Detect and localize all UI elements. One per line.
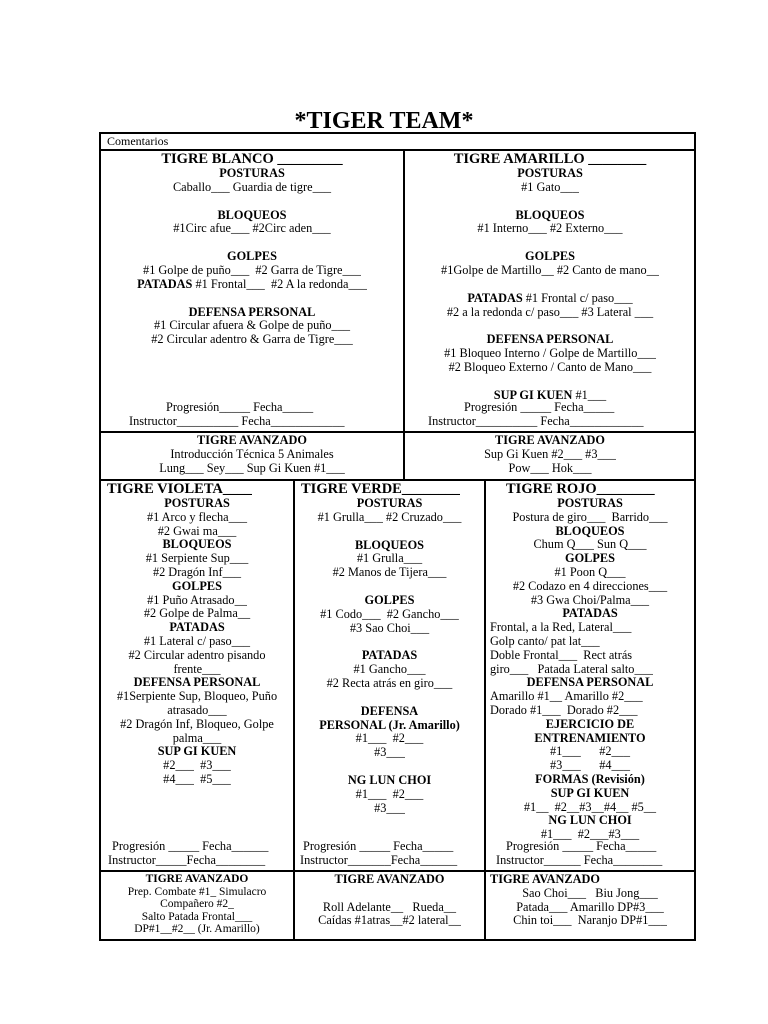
checklist-line: #2 Circular adentro & Garra de Tigre___ [151, 332, 353, 347]
spacer [295, 635, 484, 649]
checklist-line: atrasado___ [167, 702, 227, 717]
checklist-line: Caballo___ Guardia de tigre___ [172, 179, 332, 194]
checklist-line: PATADAS #1 Frontal___ #2 A la redonda___ [137, 276, 367, 291]
subsection-heading: PATADAS [361, 648, 418, 663]
progresion-line: Progresión _____ Fecha_____ [303, 839, 454, 853]
checklist-line: #2 Dragón Inf, Bloqueo, Golpe [120, 716, 274, 731]
checklist-line: Chum Q___ Sun Q___ [533, 537, 647, 552]
checklist-line: Patada___ Amarillo DP#3___ [516, 899, 664, 914]
instructor-line: Instructor______ Fecha________ [496, 853, 663, 867]
subsection-heading: POSTURAS [517, 166, 583, 180]
spacer [295, 691, 484, 705]
checklist-line: Caídas #1atras__#2 lateral__ [318, 913, 461, 928]
checklist-line: Chin toi___ Naranjo DP#1___ [513, 913, 667, 928]
subsection-heading: DEFENSA [360, 703, 419, 718]
subsection-heading: SUP GI KUEN [550, 785, 630, 800]
checklist-line: #1___ #2___ [355, 786, 424, 801]
checklist-line: #4___ #5___ [163, 771, 231, 786]
tigre-amarillo-section [405, 152, 695, 403]
progresion-line: Progresión _____ Fecha_____ [464, 400, 615, 414]
tigre-avanzado-violeta [101, 873, 293, 936]
checklist-line: Compañero #2_ [160, 898, 234, 910]
subsection-heading: BLOQUEOS [217, 207, 287, 222]
section-heading: TIGRE AMARILLO ________ [453, 151, 647, 167]
subsection-heading: POSTURAS [557, 496, 623, 510]
checklist-line: #1___ #2___ [355, 731, 424, 746]
subsection-heading: BLOQUEOS [515, 207, 585, 222]
checklist-line: Introducción Técnica 5 Animales [170, 446, 334, 461]
spacer [101, 236, 403, 250]
tigre-violeta-section [101, 482, 293, 787]
section-heading: TIGRE BLANCO _________ [161, 151, 343, 167]
checklist-line: #3 Gwa Choi/Palma___ [530, 592, 650, 607]
spacer [405, 278, 695, 292]
section-lines [486, 497, 694, 842]
checklist-line: Sao Choi___ Biu Jong___ [522, 885, 658, 900]
checklist-line: #3___ #4___ [550, 758, 630, 773]
spacer [405, 236, 695, 250]
subsection-heading: FORMAS (Revisión) [535, 771, 645, 786]
checklist-line: #1 Poon Q___ [554, 564, 626, 579]
checklist-line: #2 Golpe de Palma__ [143, 606, 251, 621]
section-lines [101, 886, 293, 936]
checklist-line: #2___ #3___ [163, 758, 231, 773]
subsection-heading: BLOQUEOS [354, 537, 425, 552]
checklist-line: Sup Gi Kuen #2___ #3___ [484, 446, 616, 461]
subsection-heading: POSTURAS [219, 166, 285, 180]
checklist-line: #1 Grulla___ #2 Cruzado___ [317, 509, 462, 524]
checklist-line: #1 Serpiente Sup___ [145, 551, 249, 566]
subsection-heading: BLOQUEOS [555, 523, 625, 538]
checklist-line: giro___ Patada Lateral salto___ [490, 661, 653, 676]
page-title: *TIGER TEAM* [294, 108, 474, 134]
checklist-line: Prep. Combate #1_ Simulacro [127, 885, 267, 898]
checklist-line: Roll Adelante__ Rueda__ [322, 899, 457, 914]
subsection-heading: PERSONAL (Jr. Amarillo) [319, 717, 460, 732]
spacer [101, 195, 403, 209]
checklist-line: palma___ [172, 730, 222, 745]
section-heading: TIGRE AVANZADO [495, 433, 605, 447]
instructor-line: Instructor__________ Fecha____________ [428, 414, 644, 428]
section-lines [295, 497, 484, 815]
progresion-line: Progresión_____ Fecha_____ [166, 400, 314, 414]
checklist-line: DP#1__#2__ (Jr. Amarillo) [134, 923, 260, 935]
checklist-line: #3 Sao Choi___ [349, 620, 430, 635]
spacer [295, 760, 484, 774]
checklist-line: frente___ [173, 661, 221, 676]
subsection-heading: PATADAS [562, 606, 618, 621]
spacer [295, 525, 484, 539]
checklist-line: #1 Gato___ [521, 179, 579, 194]
checklist-line: Amarillo #1__ Amarillo #2___ [490, 689, 643, 704]
subsection-heading: DEFENSA PERSONAL [188, 304, 316, 319]
subsection-heading: GOLPES [227, 249, 277, 264]
spacer [101, 292, 403, 306]
checklist-line: #1Serpiente Sup, Bloqueo, Puño [116, 689, 278, 704]
checklist-line: PATADAS #1 Frontal c/ paso___ [467, 290, 633, 305]
tigre-avanzado-blanco [101, 434, 403, 475]
checklist-line: #1 Golpe de puño___ #2 Garra de Tigre___ [143, 262, 361, 277]
instructor-line: Instructor_______Fecha______ [300, 853, 458, 867]
checklist-line: #2 Dragón Inf___ [152, 564, 242, 579]
checklist-line: #2 Gwai ma___ [157, 523, 237, 538]
instructor-line: Instructor__________ Fecha____________ [129, 414, 345, 428]
checklist-line: #2 Manos de Tijera___ [332, 565, 447, 580]
subsection-heading: DEFENSA PERSONAL [486, 332, 614, 347]
tigre-blanco-section [101, 152, 403, 347]
section-lines [101, 167, 403, 347]
section-heading: TIGRE ROJO________ [506, 481, 655, 497]
checklist-line: Dorado #1___ Dorado #2___ [490, 702, 638, 717]
section-heading: TIGRE VIOLETA____ [107, 481, 252, 497]
section-heading: TIGRE AVANZADO [334, 872, 445, 886]
subsection-heading: GOLPES [525, 249, 575, 264]
checklist-line: #1 Circular afuera & Golpe de puño___ [153, 318, 350, 333]
section-lines [101, 497, 293, 787]
checklist-line: Golp canto/ pat lat___ [490, 633, 600, 648]
tigre-avanzado-amarillo [405, 434, 695, 475]
subsection-heading: DEFENSA PERSONAL [526, 675, 654, 690]
section-lines [295, 887, 484, 928]
checklist-line: #1__ #2__#3__#4__ #5__ [523, 799, 657, 814]
checklist-line: Lung___ Sey___ Sup Gi Kuen #1___ [159, 460, 345, 475]
section-lines [101, 448, 403, 476]
spacer [295, 580, 484, 594]
section-lines [486, 887, 694, 928]
checklist-line: #1Golpe de Martillo__ #2 Canto de mano__ [441, 262, 659, 277]
subsection-heading: BLOQUEOS [162, 537, 232, 552]
subsection-heading: NG LUN CHOI [548, 813, 632, 828]
subsection-heading: GOLPES [565, 551, 615, 566]
checklist-line [295, 887, 484, 901]
subsection-heading: GOLPES [172, 578, 222, 593]
tigre-rojo-section [486, 482, 694, 842]
checklist-line: #1 Gancho___ [353, 662, 426, 677]
subsection-heading: SUP GI KUEN [157, 744, 237, 759]
checklist-line: #1 Arco y flecha___ [146, 509, 248, 524]
checklist-line: #2 Recta atrás en giro___ [326, 675, 453, 690]
subsection-heading: PATADAS [169, 620, 225, 635]
tigre-avanzado-rojo [486, 873, 694, 928]
checklist-line: Frontal, a la Red, Lateral___ [490, 620, 632, 635]
checklist-line: #2 Codazo en 4 direcciones___ [512, 578, 668, 593]
tigre-avanzado-verde [295, 873, 484, 928]
comentarios-label: Comentarios [107, 134, 169, 148]
checklist-line: Pow___ Hok___ [508, 460, 592, 475]
section-heading: TIGRE AVANZADO [145, 873, 249, 885]
progresion-line: Progresión _____ Fecha_____ [506, 839, 657, 853]
checklist-line: #2 Circular adentro pisando [128, 647, 266, 662]
section-lines [405, 167, 695, 403]
subsection-heading: ENTRENAMIENTO [534, 730, 646, 745]
spacer [405, 375, 695, 389]
subsection-heading: POSTURAS [164, 496, 230, 510]
divider [99, 431, 696, 433]
checklist-line: #1 Codo___ #2 Gancho___ [320, 606, 459, 621]
checklist-line: #1 Lateral c/ paso___ [143, 633, 251, 648]
subsection-heading: GOLPES [364, 592, 415, 607]
section-heading: TIGRE AVANZADO [490, 872, 600, 886]
checklist-line: SUP GI KUEN #1___ [493, 387, 607, 402]
checklist-line: #1 Grulla___ [356, 551, 423, 566]
spacer [405, 319, 695, 333]
section-heading: TIGRE VERDE________ [301, 481, 460, 497]
checklist-line: #3___ [374, 800, 405, 815]
checklist-line: #1 Puño Atrasado__ [147, 592, 247, 607]
checklist-line: #3___ [374, 745, 405, 760]
subsection-heading: DEFENSA PERSONAL [133, 675, 261, 690]
section-lines [405, 448, 695, 476]
tigre-verde-section [295, 482, 484, 815]
checklist-line: #1___ #2___ [550, 744, 630, 759]
progresion-line: Progresión _____ Fecha______ [112, 839, 269, 853]
checklist-line: Salto Patada Frontal___ [141, 910, 253, 923]
checklist-line: #1 Bloqueo Interno / Golpe de Martillo___ [444, 346, 656, 361]
section-heading: TIGRE AVANZADO [197, 433, 307, 447]
checklist-line: #1 Interno___ #2 Externo___ [477, 221, 623, 236]
checklist-line: Doble Frontal___ Rect atrás [490, 647, 633, 662]
checklist-line: #2 a la redonda c/ paso___ #3 Lateral ___ [446, 304, 654, 319]
spacer [405, 195, 695, 209]
checklist-line: #1Circ afue___ #2Circ aden___ [173, 221, 331, 236]
checklist-line: #2 Bloqueo Externo / Canto de Mano___ [448, 359, 652, 374]
checklist-line: Postura de giro___ Barrido___ [512, 509, 668, 524]
checklist-line: #1___ #2___#3___ [540, 827, 640, 842]
subsection-heading: EJERCICIO DE [545, 716, 635, 731]
subsection-heading: NG LUN CHOI [347, 772, 432, 787]
instructor-line: Instructor_____Fecha________ [108, 853, 266, 867]
subsection-heading: POSTURAS [356, 496, 423, 510]
